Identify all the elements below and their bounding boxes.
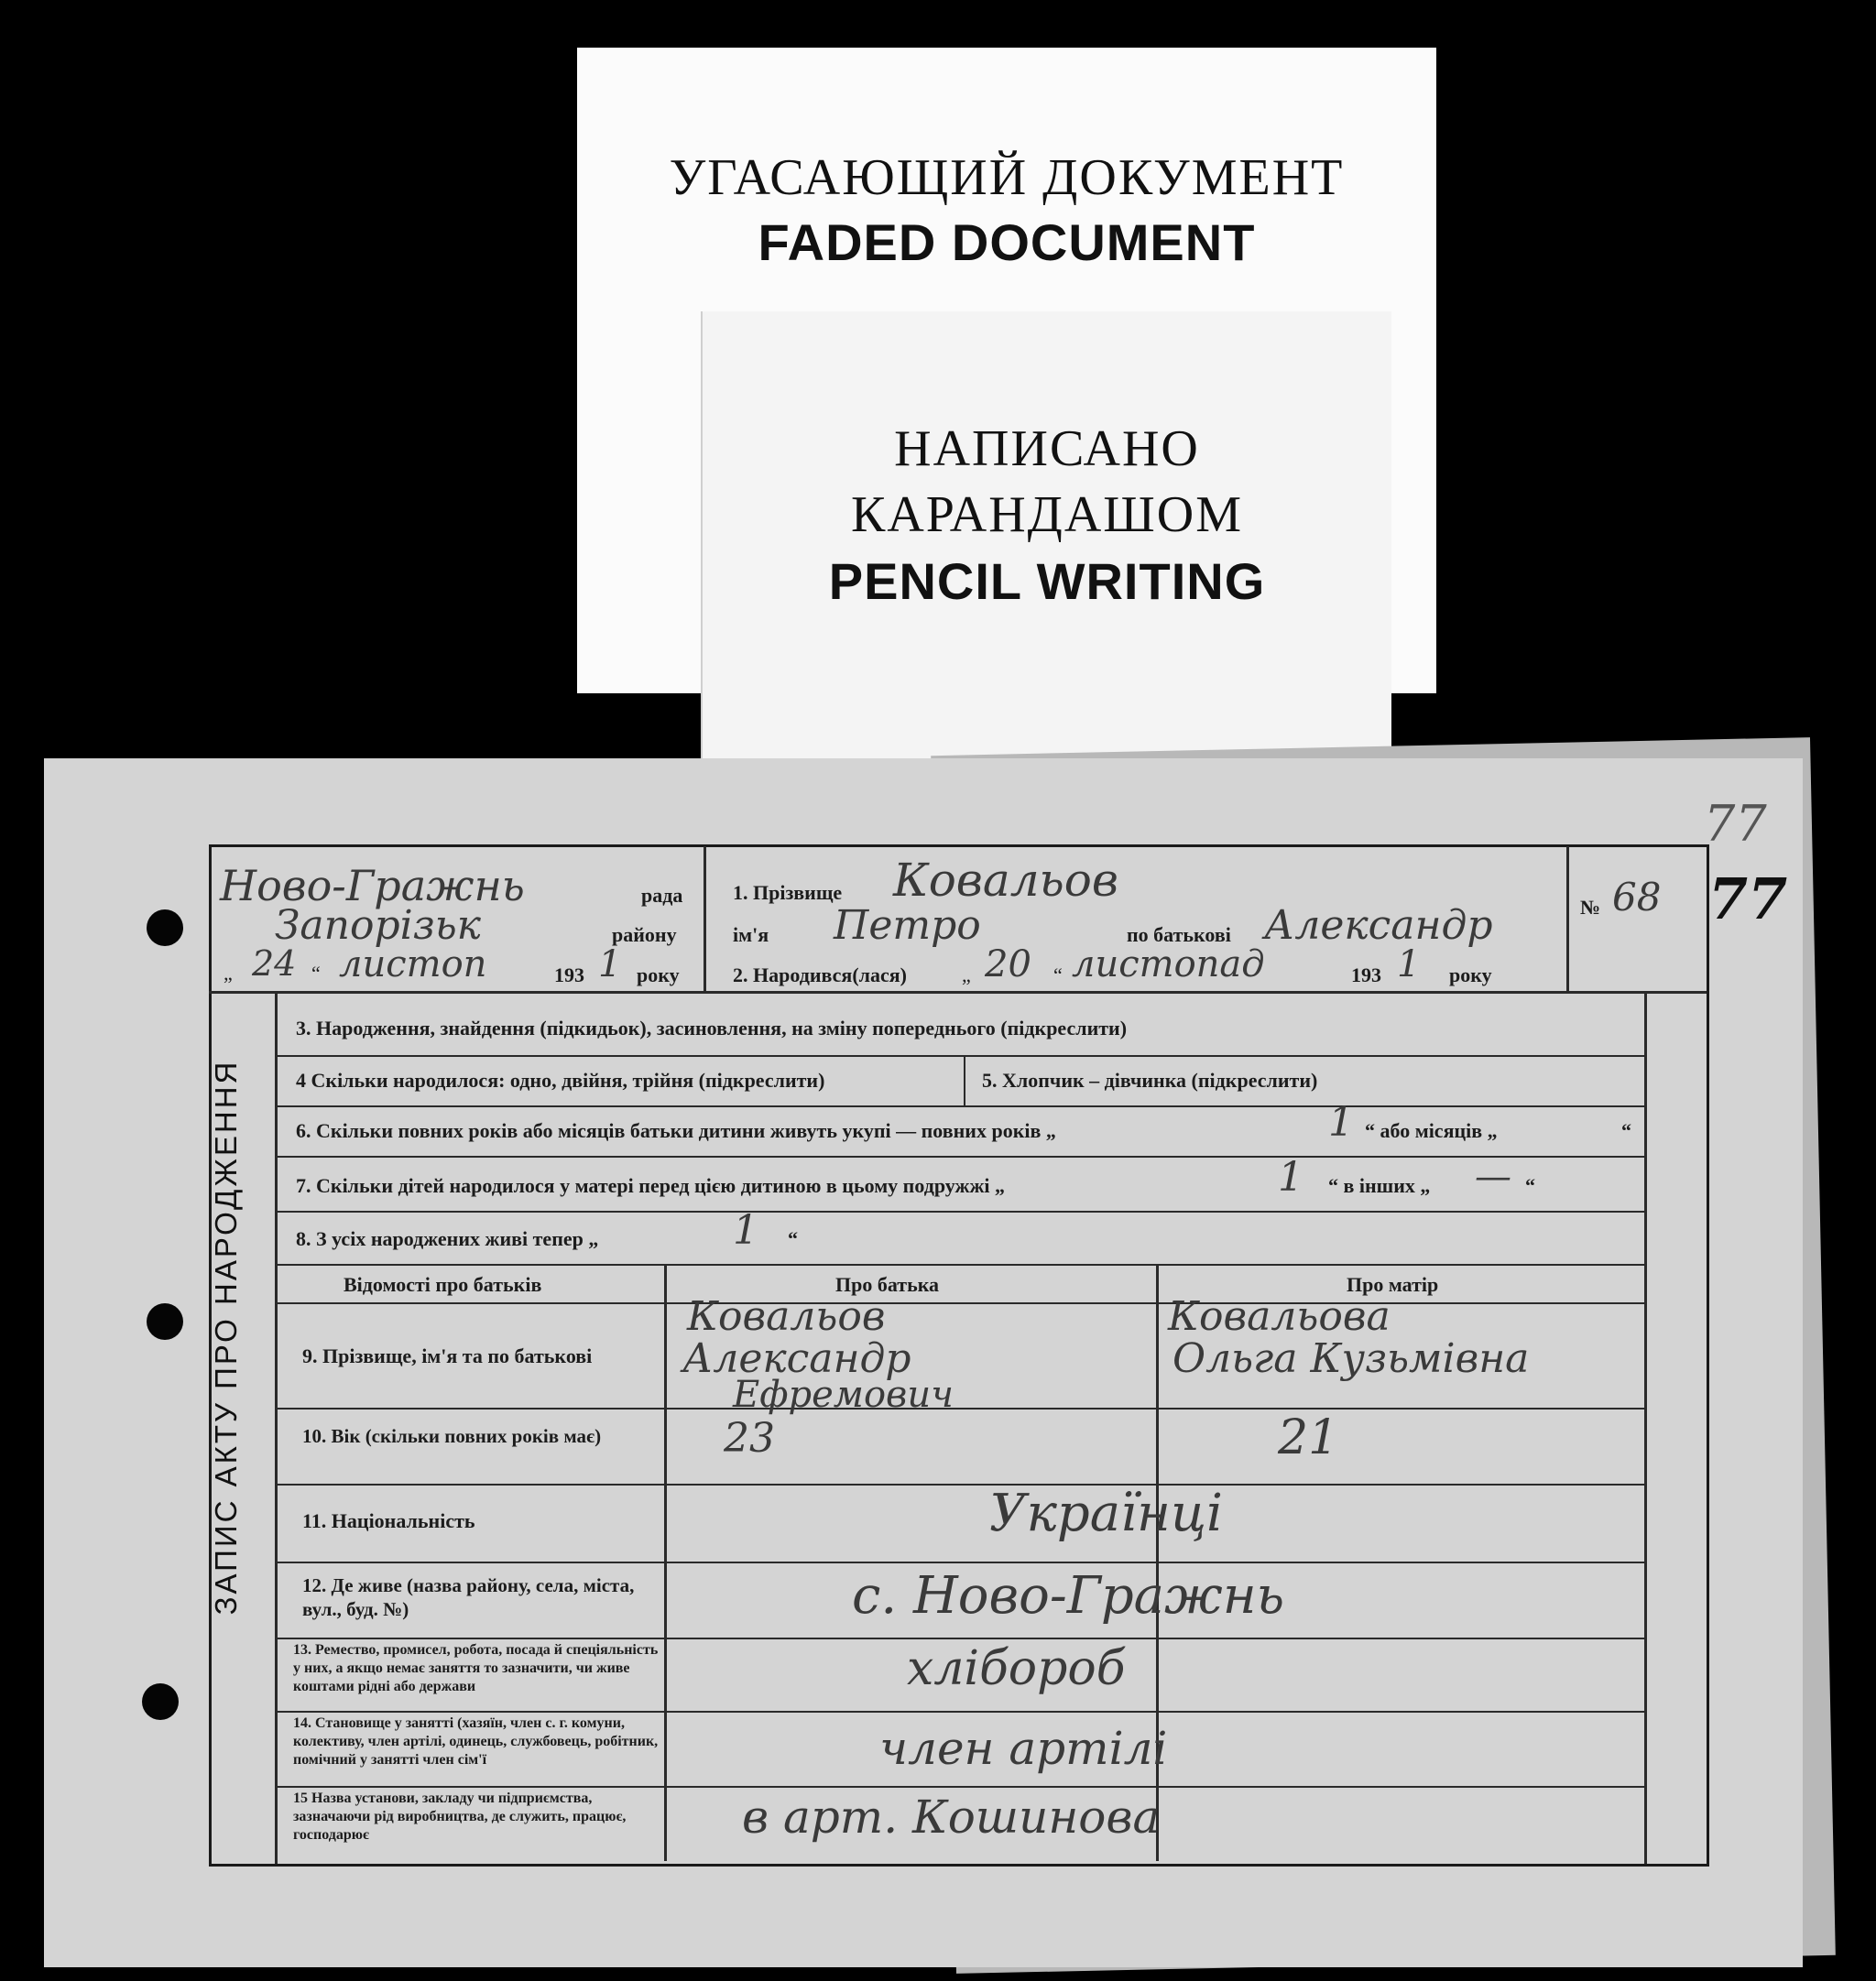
r9-label: 9. Прізвище, ім'я та по батькові	[302, 1344, 593, 1367]
date-day-value: 24	[252, 943, 297, 984]
q6-label: 6. Скільки повних років або місяців батьки дитини живуть укупі — повних років „	[296, 1119, 1056, 1142]
residence: с. Ново-Гражнь	[852, 1566, 1285, 1626]
notice-line2-en: PENCIL WRITING	[828, 552, 1266, 610]
header-divider	[1566, 846, 1569, 993]
q7-value: 1	[1278, 1154, 1303, 1201]
patronymic-label: по батькові	[1127, 923, 1231, 946]
r14-label: 14. Становище у занятті (хазяїн, член с. г. комуни, колективу, член артілі, одинець, службовець, робітник, помічний у занятті член сім'ї	[293, 1715, 659, 1768]
archive-number: 77	[1708, 865, 1788, 932]
side-title-divider	[275, 994, 278, 1864]
year-prefix: 193	[554, 963, 584, 986]
col-mother-header: Про матір	[1347, 1273, 1439, 1296]
col-father-header: Про батька	[835, 1273, 940, 1296]
punch-hole	[147, 909, 183, 946]
punch-hole	[142, 1683, 179, 1720]
father-name-1: Ковальов	[687, 1293, 886, 1340]
number-value: 68	[1612, 875, 1662, 920]
r11-label: 11. Національність	[302, 1509, 475, 1532]
year-digit: 1	[598, 943, 622, 985]
q6-years-value: 1	[1328, 1099, 1354, 1146]
q7-other-label: “ в інших „	[1328, 1174, 1431, 1197]
r12-label: 12. Де живе (назва району, села, міста, вул., буд. №)	[302, 1574, 635, 1620]
name-value: Петро	[834, 902, 981, 949]
birth-month-value: листопад	[1072, 943, 1265, 985]
rada-value: Ново-Гражнь	[220, 861, 525, 910]
col-info-header: Відомості про батьків	[344, 1273, 542, 1296]
father-age: 23	[724, 1415, 775, 1462]
position: член артілі	[879, 1722, 1168, 1775]
surname-label: 1. Прізвище	[733, 881, 843, 904]
right-margin-line	[1644, 994, 1647, 1864]
punch-hole	[147, 1303, 183, 1340]
birth-year-digit: 1	[1397, 943, 1421, 985]
r13-label: 13. Ремество, промисел, робота, посада й спеціяльність у них, а якщо немає заняття то зазначити, чи живе коштами рідні або держави	[293, 1642, 659, 1694]
notice-line2-ru-a: НАПИСАНО	[894, 420, 1200, 477]
notice-line1-ru: УГАСАЮЩИЙ ДОКУМЕНТ	[669, 149, 1345, 206]
header-divider	[704, 846, 706, 993]
mother-name-2: Ольга Кузьмівна	[1172, 1335, 1530, 1382]
name-label: ім'я	[733, 923, 769, 946]
q4-label: 4 Скільки народилося: одно, двійня, трійня (підкреслити)	[296, 1069, 825, 1092]
surname-value: Ковальов	[893, 854, 1118, 907]
workplace: в арт. Кошинова	[742, 1791, 1161, 1844]
q6-months-label: “ або місяців „	[1365, 1119, 1498, 1142]
q5-label: 5. Хлопчик – дівчинка (підкреслити)	[982, 1069, 1318, 1092]
q8-value: 1	[733, 1207, 758, 1254]
date-month-value: листоп	[339, 943, 487, 985]
archive-number-faded: 77	[1704, 795, 1767, 853]
q3-label: 3. Народження, знайдення (підкидьок), засиновлення, на зміну попереднього (підкреслити)	[296, 1017, 1128, 1039]
q7-label: 7. Скільки дітей народилося у матері перед цією дитиною в цьому подружжі „	[296, 1174, 1006, 1197]
birth-label: 2. Народився(лася)	[733, 963, 907, 986]
rayon-label: району	[612, 923, 677, 946]
father-name-3: Ефремович	[733, 1374, 954, 1416]
nationality: Українці	[989, 1484, 1223, 1543]
number-label: №	[1580, 896, 1601, 919]
birth-year-prefix: 193	[1351, 963, 1381, 986]
rada-label: рада	[641, 884, 683, 907]
birth-roku-label: року	[1449, 963, 1492, 986]
header-bottom-line	[209, 991, 1707, 994]
pencil-writing-notice	[701, 311, 1391, 769]
r10-label: 10. Вік (скільки повних років має)	[302, 1425, 602, 1447]
mother-name-1: Ковальова	[1168, 1293, 1391, 1340]
birth-day-value: 20	[985, 943, 1031, 985]
notice-line2-ru-b: КАРАНДАШОМ	[850, 486, 1244, 543]
rayon-value: Запорізьк	[275, 902, 481, 949]
mother-age: 21	[1278, 1410, 1339, 1465]
r15-label: 15 Назва установи, закладу чи підприємства, зазначаючи рід виробництва, де служить, працює, господарює	[293, 1791, 627, 1843]
patronymic-value: Александр	[1264, 902, 1493, 949]
roku-label: року	[637, 963, 680, 986]
q7-other-value: —	[1475, 1156, 1511, 1198]
notice-line1-en: FADED DOCUMENT	[758, 213, 1256, 271]
q8-label: 8. З усіх народжених живі тепер „	[296, 1227, 599, 1250]
occupation: хлібороб	[907, 1641, 1126, 1696]
father-name-2: Александр	[682, 1335, 911, 1382]
